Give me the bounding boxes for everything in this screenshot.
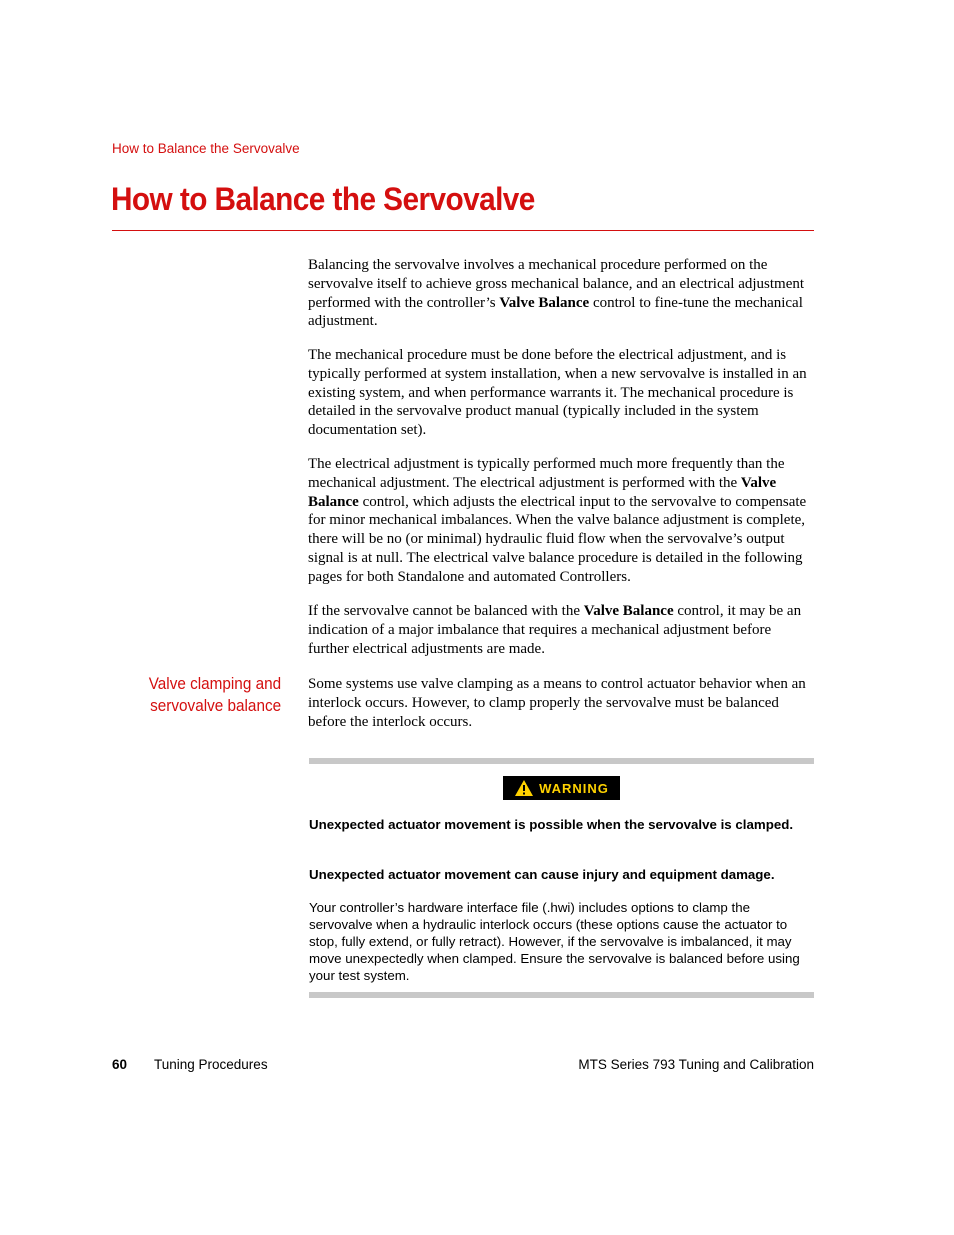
footer-chapter: Tuning Procedures bbox=[154, 1057, 268, 1072]
page-title: How to Balance the Servovalve bbox=[111, 181, 535, 217]
side-heading: Valve clamping and servovalve balance bbox=[148, 674, 281, 715]
warning-top-bar bbox=[309, 758, 814, 764]
paragraph-intro: Balancing the servovalve involves a mechanical procedure performed on the servovalve itself to achieve gross mechanical balance, and an electrical adjustment performed with the controller’s Valve Balance control to fine-tune the mechanical adjustment. bbox=[308, 257, 805, 330]
warning-line-2: Unexpected actuator movement can cause injury and equipment damage. bbox=[309, 867, 775, 882]
running-head: How to Balance the Servovalve bbox=[112, 141, 300, 156]
warning-triangle-icon bbox=[514, 779, 534, 797]
warning-bottom-bar bbox=[309, 992, 814, 998]
paragraph-electrical: The electrical adjustment is typically performed much more frequently than the mechanical adjustment. The electrical adjustment is performed with the Valve Balance control, which adjusts the electrical input to the servovalve to compensate for minor mechanical imbalances. When the valve balance adjustment is complete, there will be no (or minimal) hydraulic fluid flow when the servovalve’s output signal is at null. The electrical valve balance procedure is detailed in the following pages for both Standalone and automated Controllers. bbox=[308, 456, 807, 585]
warning-line-1: Unexpected actuator movement is possible when the servovalve is clamped. bbox=[309, 817, 794, 832]
paragraph-mechanical: The mechanical procedure must be done before the electrical adjustment, and is typically performed at system installation, when a new servovalve is installed in an existing system, and when performance warrants it. The mechanical procedure is detailed in the servovalve product manual (typically included in the system documentation set). bbox=[308, 347, 807, 439]
page-number: 60 bbox=[112, 1057, 128, 1072]
title-rule bbox=[112, 230, 814, 231]
paragraph-clamping: Some systems use valve clamping as a means to control actuator behavior when an interlock occurs. However, to clamp properly the servovalve must be balanced before the interlock occurs. bbox=[308, 676, 806, 730]
paragraph-imbalance: If the servovalve cannot be balanced with the Valve Balance control, it may be an indication of a major imbalance that requires a mechanical adjustment before further electrical adjustments are made. bbox=[308, 603, 802, 657]
footer-book-title: MTS Series 793 Tuning and Calibration bbox=[578, 1057, 814, 1072]
warning-body: Your controller’s hardware interface file (.hwi) includes options to clamp the servovalve when a hydraulic interlock occurs (these options cause the actuator to stop, fully extend, or fully retract). However, if the servovalve is imbalanced, it may move unexpectedly when clamped. Ensure the servovalve is balanced before using your test system. bbox=[309, 900, 800, 983]
warning-badge bbox=[503, 776, 620, 800]
warning-label: WARNING bbox=[539, 780, 609, 796]
